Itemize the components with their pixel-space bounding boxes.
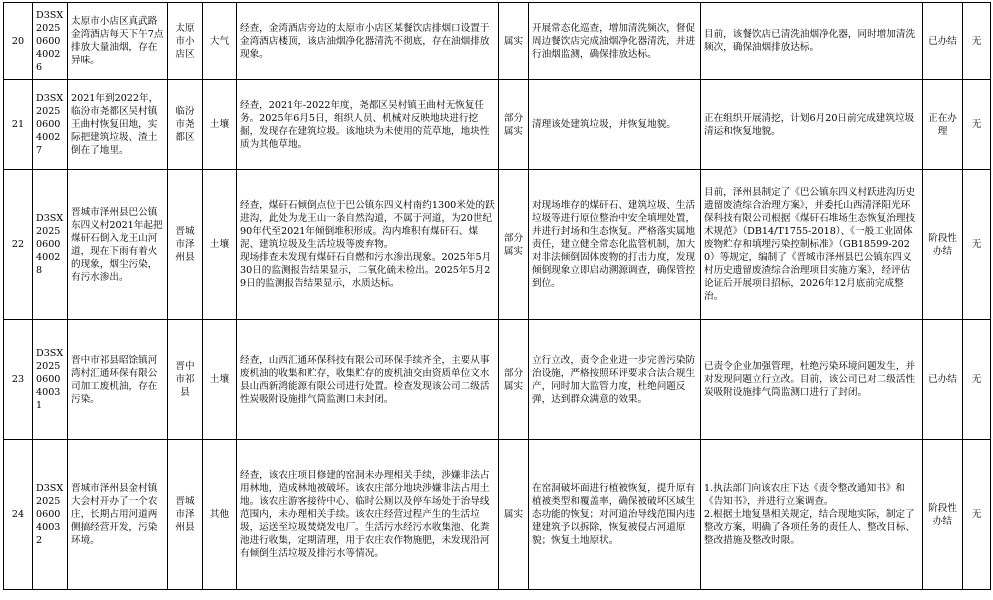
row-number: 23 xyxy=(4,320,33,440)
remark: 无 xyxy=(963,170,991,320)
administrative-area: 晋城市泽州县 xyxy=(168,170,203,320)
complaint-content: 晋城市泽州县金村镇大会村开办了一个农庄，长期占用河道两侧搞经营开发，污染环境。 xyxy=(68,440,168,590)
verdict: 部分属实 xyxy=(499,170,529,320)
status-badge: 正在办理 xyxy=(923,80,963,170)
table-row xyxy=(4,440,991,590)
case-code: D3SX2025060040032 xyxy=(33,440,68,590)
handling-progress: 正在组织开展清挖，计划6月20日前完成建筑垃圾清运和恢复地貌。 xyxy=(701,80,923,170)
investigation-finding: 经查，煤矸石倾倒点位于巴公镇东四义村南约1300米处的跃进沟，此处为龙王山一条自然沟道，不属于河道，为20世纪90年代至2021年倾倒堆积形成。沟内堆积有煤矸石、煤泥、建筑垃圾及生活垃圾等废弃物。 现场排查未发现有煤矸石自燃和污水渗出现象。2025年5月30日的监测报告结果显示，二氧化硫未检出。2025年5月29日的监测报告结果显示，水质达标。 xyxy=(237,170,499,320)
complaint-content: 晋城市泽州县巴公镇东四义村2021年起把煤矸石倒入龙王山河道，现在下雨有着火的现象，烟尘污染，有污水渗出。 xyxy=(68,170,168,320)
status-badge: 阶段性办结 xyxy=(923,440,963,590)
verdict: 部分属实 xyxy=(499,320,529,440)
status-badge: 已办结 xyxy=(923,3,963,80)
status-badge: 阶段性办结 xyxy=(923,170,963,320)
complaint-content: 晋中市祁县昭馀镇河湾村汇通环保有限公司加工废机油，存在污染。 xyxy=(68,320,168,440)
case-code: D3SX2025060040027 xyxy=(33,80,68,170)
row-number: 21 xyxy=(4,80,33,170)
status-badge: 已办结 xyxy=(923,320,963,440)
rectification-measures: 清理该处建筑垃圾，并恢复地貌。 xyxy=(529,80,701,170)
row-number: 22 xyxy=(4,170,33,320)
complaint-content: 太原市小店区真武路金湾酒店每天下午7点排放大量油烟，存在异味。 xyxy=(68,3,168,80)
complaint-content: 2021年到2022年，临汾市尧都区吴村镇王曲村恢复田地，实际把建筑垃圾、渣土倒在了地里。 xyxy=(68,80,168,170)
pollution-type: 土壤 xyxy=(203,320,237,440)
administrative-area: 临汾市尧都区 xyxy=(168,80,203,170)
row-number: 24 xyxy=(4,440,33,590)
investigation-finding: 经查，2021年-2022年度，尧都区吴村镇王曲村无恢复任务。2025年6月5日，组织人员、机械对反映地块进行挖掘，发现存在建筑垃圾。该地块为未使用的荒草地，地块性质为其他草地。 xyxy=(237,80,499,170)
case-code: D3SX2025060040028 xyxy=(33,170,68,320)
pollution-type: 土壤 xyxy=(203,80,237,170)
administrative-area: 晋中市祁县 xyxy=(168,320,203,440)
verdict: 属实 xyxy=(499,3,529,80)
handling-progress: 目前，泽州县制定了《巴公镇东四义村跃进沟历史遗留废渣综合治理方案》，并委托山西清泽阳光环保科技有限公司根据《煤矸石堆场生态恢复治理技术规范》（DB14/T1755-2018）、《一般工业固体废物贮存和填埋污染控制标准》（GB18599-2020）等规定，编制了《晋城市泽州县巴公镇东四义村历史遗留废渣综合治理项目实施方案》，经评估论证后开展项目招标，2026年12月底前完成整治。 xyxy=(701,170,923,320)
rectification-measures: 在窑洞破坏面进行植被恢复，提升原有植被类型和覆盖率，确保被破坏区域生态功能的恢复；对河道治导线范围内违建建筑予以拆除，恢复被侵占河道原貌；恢复土地原状。 xyxy=(529,440,701,590)
case-code: D3SX2025060040026 xyxy=(33,3,68,80)
investigation-finding: 经查，金湾酒店旁边的太原市小店区某餐饮店排烟口设置于金湾酒店楼顶，该店油烟净化器清洗不彻底，存在油烟排放现象。 xyxy=(237,3,499,80)
rectification-measures: 立行立改，责令企业进一步完善污染防治设施，严格按照环评要求合法合规生产，同时加大监管力度，杜绝问题反弹，达到群众满意的效果。 xyxy=(529,320,701,440)
remark: 无 xyxy=(963,320,991,440)
verdict: 部分属实 xyxy=(499,80,529,170)
row-number: 20 xyxy=(4,3,33,80)
rectification-measures: 对现场堆存的煤矸石、建筑垃圾、生活垃圾等进行原位整治中安全填埋处置，并进行封场和生态恢复。严格落实属地责任，建立健全常态化监管机制，加大对非法倾倒固体废物的打击力度，发现倾倒现象立即启动溯源调查，确保管控到位。 xyxy=(529,170,701,320)
pollution-type: 其他 xyxy=(203,440,237,590)
pollution-type: 大气 xyxy=(203,3,237,80)
handling-progress: 已责令企业加强管理，杜绝污染环境问题发生，并对发现问题立行立改。目前，该公司已对二级活性炭吸附设施排气筒监测口进行了封闭。 xyxy=(701,320,923,440)
verdict: 属实 xyxy=(499,440,529,590)
table-row xyxy=(4,170,991,320)
handling-progress: 目前，该餐饮店已清洗油烟净化器，同时增加清洗频次，确保油烟排放达标。 xyxy=(701,3,923,80)
remark: 无 xyxy=(963,3,991,80)
table-row xyxy=(4,320,991,440)
rectification-measures: 开展常态化巡查，增加清洗频次，督促周边餐饮店完成油烟净化器清洗，并进行油烟监测，确保排放达标。 xyxy=(529,3,701,80)
pollution-type: 土壤 xyxy=(203,170,237,320)
investigation-finding: 经查，该农庄项目修建的窑洞未办理相关手续，涉嫌非法占用林地，造成林地被破坏。该农庄部分地块涉嫌非法占用土地。该农庄游客接待中心、临时公厕以及停车场处于治导线范围内，未办理相关手续。该农庄经营过程产生的生活垃圾，运送至垃圾焚烧发电厂。生活污水经污水收集池、化粪池进行收集，定期清理，用于农庄农作物施肥，未发现沿河有倾倒生活垃圾及排污水等情况。 xyxy=(237,440,499,590)
administrative-area: 晋城市泽州县 xyxy=(168,440,203,590)
remark: 无 xyxy=(963,440,991,590)
case-code: D3SX2025060040031 xyxy=(33,320,68,440)
handling-progress: 1.执法部门向该农庄下达《责令整改通知书》和《告知书》，并进行立案调查。 2.根据土地复垦相关规定，结合现地实际，制定了整改方案，明确了各项任务的责任人、整改目标、整改措施及整改时限。 xyxy=(701,440,923,590)
petition-table xyxy=(3,2,991,590)
table-row xyxy=(4,3,991,80)
remark: 无 xyxy=(963,80,991,170)
table-row xyxy=(4,80,991,170)
investigation-finding: 经查，山西汇通环保科技有限公司环保手续齐全，主要从事废机油的收集和贮存，收集贮存的废机油交由资质单位文水县山西新鸿能源有限公司进行处置。检查发现该公司二级活性炭吸附设施排气筒监测口未封闭。 xyxy=(237,320,499,440)
administrative-area: 太原市小店区 xyxy=(168,3,203,80)
